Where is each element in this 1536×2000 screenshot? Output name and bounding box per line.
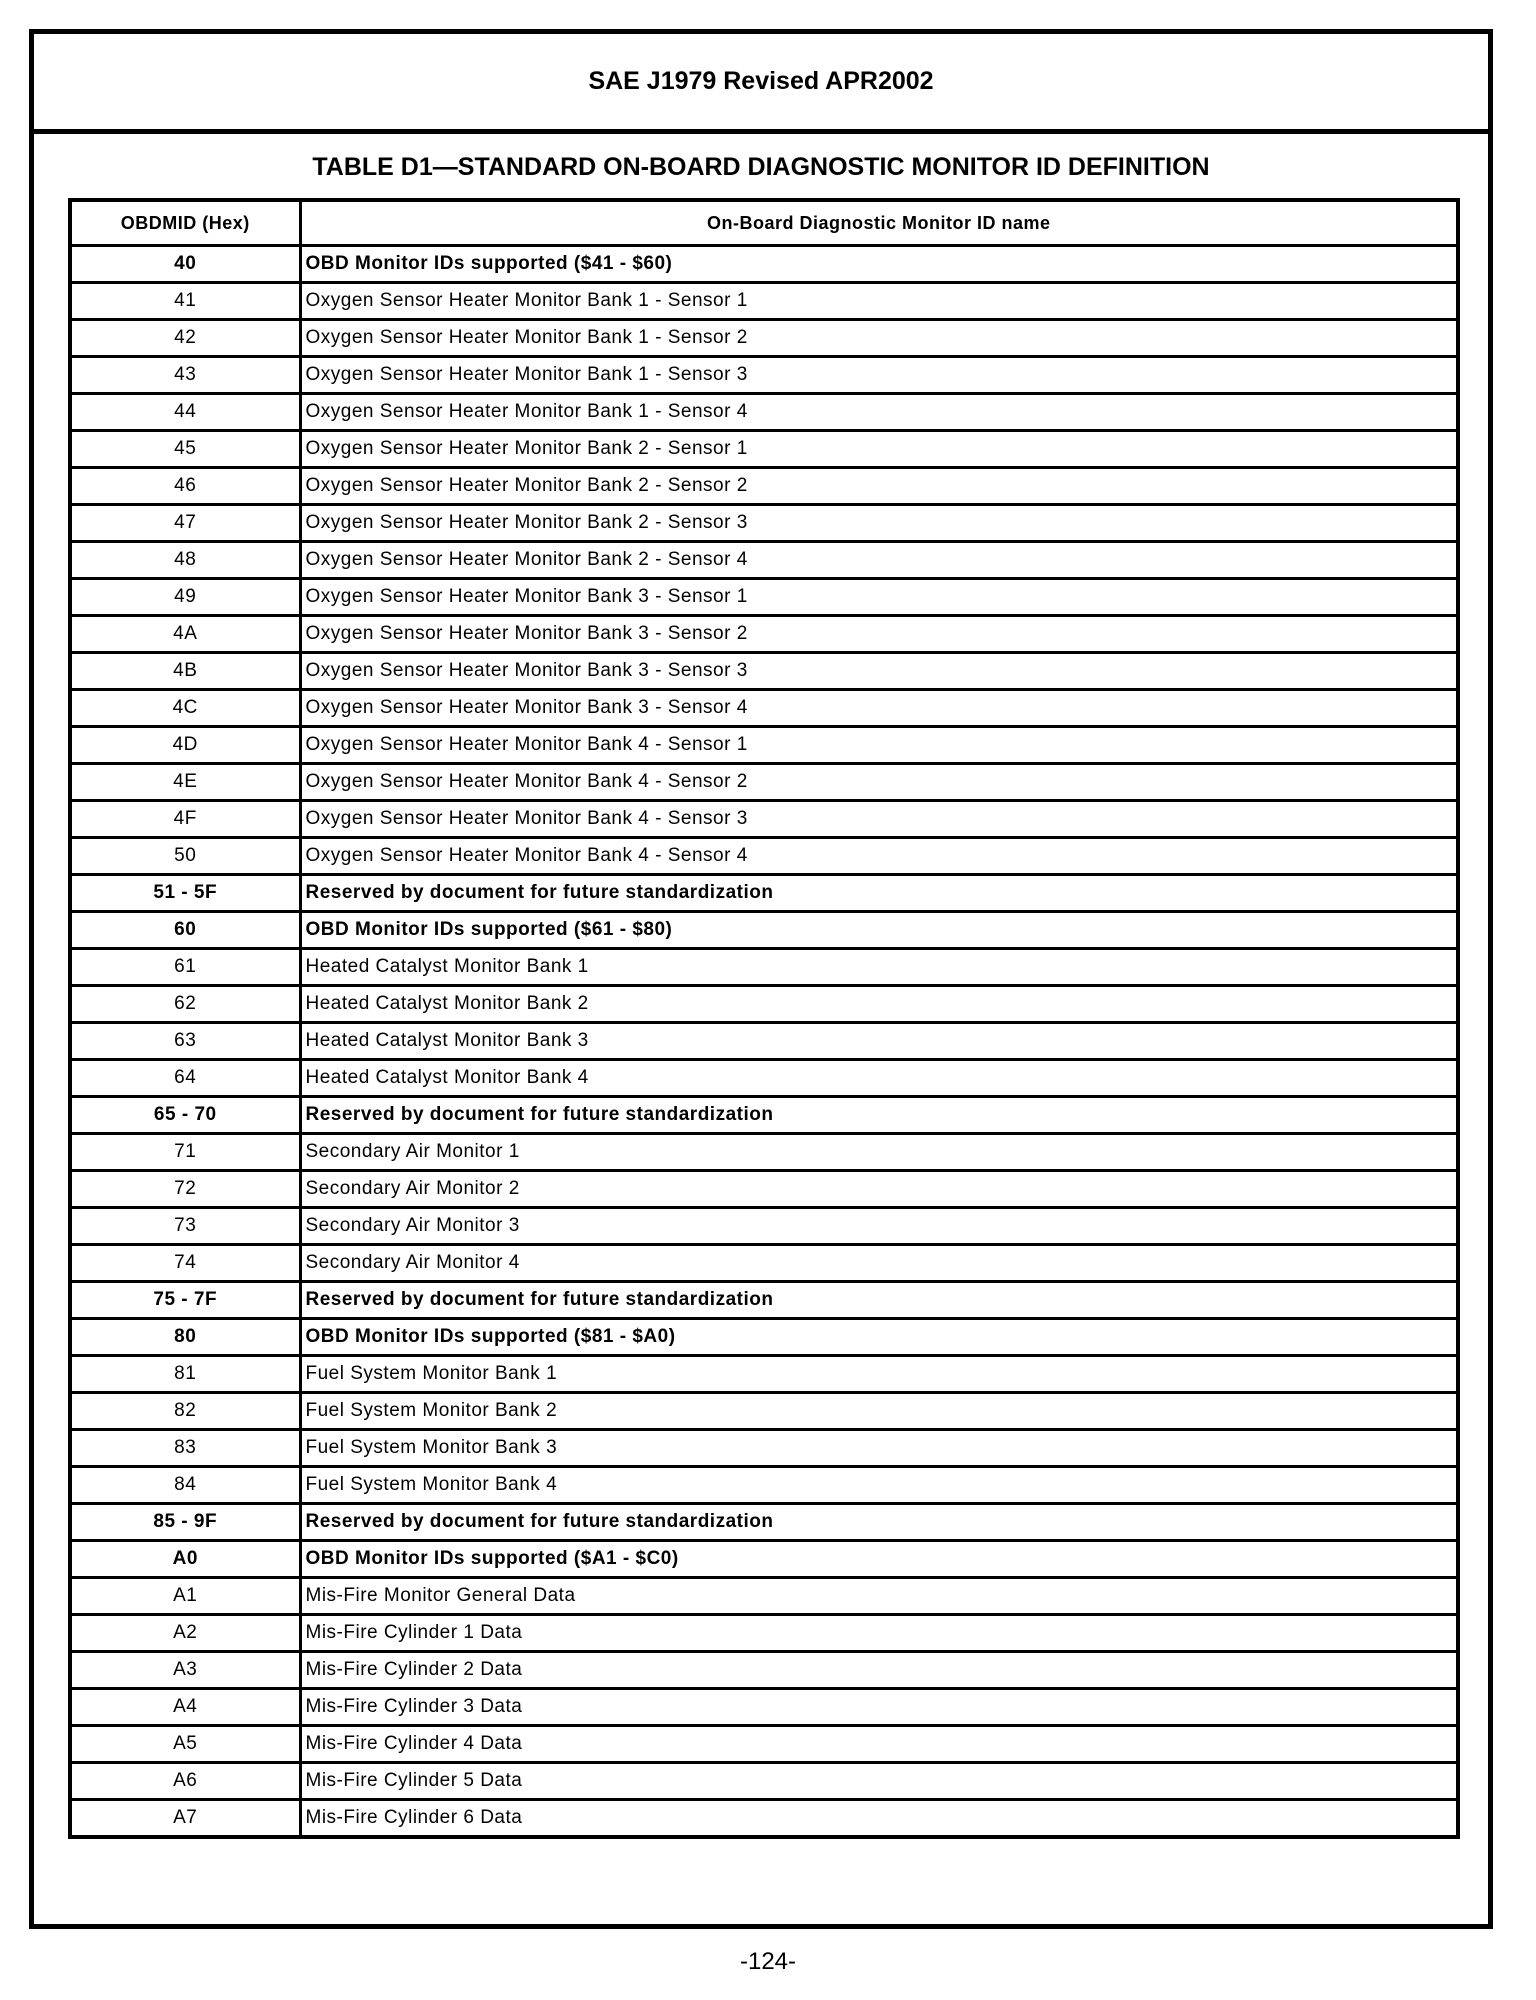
monitor-name-cell: Oxygen Sensor Heater Monitor Bank 4 - Sensor 1 (300, 727, 1458, 764)
monitor-name-cell: Reserved by document for future standardization (300, 1097, 1458, 1134)
obdmid-cell: A6 (70, 1763, 300, 1800)
obdmid-cell: 4F (70, 801, 300, 838)
monitor-name-cell: Heated Catalyst Monitor Bank 3 (300, 1023, 1458, 1060)
table-row (70, 505, 1458, 542)
obdmid-cell: 4E (70, 764, 300, 801)
monitor-name-cell: Secondary Air Monitor 4 (300, 1245, 1458, 1282)
table-row (70, 1023, 1458, 1060)
monitor-name-cell: Fuel System Monitor Bank 4 (300, 1467, 1458, 1504)
obdmid-cell: A1 (70, 1578, 300, 1615)
table-row (70, 986, 1458, 1023)
table-row (70, 283, 1458, 320)
table-row (70, 616, 1458, 653)
table-row (70, 1615, 1458, 1652)
obdmid-cell: 40 (70, 246, 300, 283)
monitor-name-cell: Secondary Air Monitor 2 (300, 1171, 1458, 1208)
monitor-name-cell: Secondary Air Monitor 3 (300, 1208, 1458, 1245)
obdmid-cell: 64 (70, 1060, 300, 1097)
table-row (70, 1763, 1458, 1800)
obdmid-cell: A7 (70, 1800, 300, 1838)
monitor-name-cell: Oxygen Sensor Heater Monitor Bank 3 - Sensor 1 (300, 579, 1458, 616)
monitor-name-cell: Oxygen Sensor Heater Monitor Bank 3 - Sensor 4 (300, 690, 1458, 727)
obdmid-cell: 83 (70, 1430, 300, 1467)
monitor-name-cell: Oxygen Sensor Heater Monitor Bank 1 - Sensor 4 (300, 394, 1458, 431)
obdmid-cell: 49 (70, 579, 300, 616)
table-row (70, 727, 1458, 764)
table-row (70, 1504, 1458, 1541)
monitor-name-cell: Heated Catalyst Monitor Bank 2 (300, 986, 1458, 1023)
obdmid-cell: 72 (70, 1171, 300, 1208)
obdmid-cell: 63 (70, 1023, 300, 1060)
table-row (70, 801, 1458, 838)
column-header-obdmid: OBDMID (Hex) (70, 200, 300, 246)
obdmid-cell: 42 (70, 320, 300, 357)
monitor-name-cell: Fuel System Monitor Bank 3 (300, 1430, 1458, 1467)
monitor-name-cell: Oxygen Sensor Heater Monitor Bank 2 - Sensor 2 (300, 468, 1458, 505)
obdmid-cell: 60 (70, 912, 300, 949)
table-row (70, 1319, 1458, 1356)
table-row (70, 1208, 1458, 1245)
table-row (70, 468, 1458, 505)
obdmid-cell: 62 (70, 986, 300, 1023)
page-frame (29, 29, 1493, 1929)
table-row (70, 949, 1458, 986)
obdmid-cell: 44 (70, 394, 300, 431)
monitor-name-cell: Oxygen Sensor Heater Monitor Bank 1 - Sensor 2 (300, 320, 1458, 357)
obdmid-cell: 74 (70, 1245, 300, 1282)
document-header: SAE J1979 Revised APR2002 (34, 34, 1488, 134)
monitor-name-cell: Oxygen Sensor Heater Monitor Bank 3 - Sensor 2 (300, 616, 1458, 653)
obdmid-cell: 45 (70, 431, 300, 468)
obdmid-cell: A4 (70, 1689, 300, 1726)
table-row (70, 579, 1458, 616)
table-row (70, 1097, 1458, 1134)
table-row (70, 357, 1458, 394)
obdmid-table (68, 198, 1460, 1839)
obdmid-cell: 65 - 70 (70, 1097, 300, 1134)
table-row (70, 1282, 1458, 1319)
obdmid-cell: A3 (70, 1652, 300, 1689)
obdmid-cell: 85 - 9F (70, 1504, 300, 1541)
obdmid-cell: 84 (70, 1467, 300, 1504)
table-row (70, 1578, 1458, 1615)
monitor-name-cell: Secondary Air Monitor 1 (300, 1134, 1458, 1171)
table-row (70, 690, 1458, 727)
table-row (70, 246, 1458, 283)
monitor-name-cell: Reserved by document for future standardization (300, 875, 1458, 912)
monitor-name-cell: OBD Monitor IDs supported ($81 - $A0) (300, 1319, 1458, 1356)
monitor-name-cell: Oxygen Sensor Heater Monitor Bank 4 - Sensor 3 (300, 801, 1458, 838)
obdmid-cell: 46 (70, 468, 300, 505)
monitor-name-cell: Mis-Fire Cylinder 4 Data (300, 1726, 1458, 1763)
obdmid-cell: 81 (70, 1356, 300, 1393)
monitor-name-cell: Reserved by document for future standardization (300, 1504, 1458, 1541)
table-row (70, 542, 1458, 579)
table-row (70, 394, 1458, 431)
obdmid-cell: 43 (70, 357, 300, 394)
table-row (70, 875, 1458, 912)
monitor-name-cell: Mis-Fire Monitor General Data (300, 1578, 1458, 1615)
table-row (70, 1541, 1458, 1578)
monitor-name-cell: Fuel System Monitor Bank 1 (300, 1356, 1458, 1393)
table-row (70, 320, 1458, 357)
table-row (70, 1393, 1458, 1430)
obdmid-cell: 4A (70, 616, 300, 653)
monitor-name-cell: Oxygen Sensor Heater Monitor Bank 1 - Sensor 3 (300, 357, 1458, 394)
obdmid-cell: 4D (70, 727, 300, 764)
monitor-name-cell: OBD Monitor IDs supported ($41 - $60) (300, 246, 1458, 283)
monitor-name-cell: Heated Catalyst Monitor Bank 4 (300, 1060, 1458, 1097)
monitor-name-cell: Oxygen Sensor Heater Monitor Bank 1 - Sensor 1 (300, 283, 1458, 320)
table-title: TABLE D1—STANDARD ON-BOARD DIAGNOSTIC MONITOR ID DEFINITION (312, 152, 1210, 181)
table-row (70, 912, 1458, 949)
table-row (70, 1060, 1458, 1097)
obdmid-cell: 75 - 7F (70, 1282, 300, 1319)
monitor-name-cell: Mis-Fire Cylinder 3 Data (300, 1689, 1458, 1726)
table-row (70, 653, 1458, 690)
monitor-name-cell: Mis-Fire Cylinder 1 Data (300, 1615, 1458, 1652)
obdmid-cell: 73 (70, 1208, 300, 1245)
table-row (70, 1356, 1458, 1393)
monitor-name-cell: Mis-Fire Cylinder 5 Data (300, 1763, 1458, 1800)
obdmid-cell: 47 (70, 505, 300, 542)
monitor-name-cell: Fuel System Monitor Bank 2 (300, 1393, 1458, 1430)
obdmid-cell: 41 (70, 283, 300, 320)
obdmid-cell: 4C (70, 690, 300, 727)
table-row (70, 1430, 1458, 1467)
table-row (70, 764, 1458, 801)
table-row (70, 1800, 1458, 1838)
obdmid-cell: 61 (70, 949, 300, 986)
monitor-name-cell: Mis-Fire Cylinder 6 Data (300, 1800, 1458, 1838)
obdmid-cell: 51 - 5F (70, 875, 300, 912)
monitor-name-cell: Heated Catalyst Monitor Bank 1 (300, 949, 1458, 986)
monitor-name-cell: OBD Monitor IDs supported ($A1 - $C0) (300, 1541, 1458, 1578)
monitor-name-cell: Reserved by document for future standardization (300, 1282, 1458, 1319)
table-row (70, 431, 1458, 468)
obdmid-cell: 48 (70, 542, 300, 579)
monitor-name-cell: OBD Monitor IDs supported ($61 - $80) (300, 912, 1458, 949)
table-header-row (70, 200, 1458, 246)
monitor-name-cell: Oxygen Sensor Heater Monitor Bank 2 - Sensor 3 (300, 505, 1458, 542)
monitor-name-cell: Oxygen Sensor Heater Monitor Bank 4 - Sensor 4 (300, 838, 1458, 875)
monitor-name-cell: Oxygen Sensor Heater Monitor Bank 4 - Sensor 2 (300, 764, 1458, 801)
table-row (70, 1134, 1458, 1171)
monitor-name-cell: Oxygen Sensor Heater Monitor Bank 2 - Sensor 4 (300, 542, 1458, 579)
table-row (70, 1245, 1458, 1282)
obdmid-cell: A0 (70, 1541, 300, 1578)
table-row (70, 1689, 1458, 1726)
monitor-name-cell: Mis-Fire Cylinder 2 Data (300, 1652, 1458, 1689)
obdmid-cell: 80 (70, 1319, 300, 1356)
table-row (70, 1726, 1458, 1763)
monitor-name-cell: Oxygen Sensor Heater Monitor Bank 3 - Sensor 3 (300, 653, 1458, 690)
table-row (70, 1652, 1458, 1689)
table-row (70, 838, 1458, 875)
obdmid-cell: A5 (70, 1726, 300, 1763)
page-number: -124- (739, 1948, 797, 1975)
table-row (70, 1467, 1458, 1504)
obdmid-cell: 50 (70, 838, 300, 875)
table-body (70, 246, 1458, 1838)
obdmid-cell: 71 (70, 1134, 300, 1171)
monitor-name-cell: Oxygen Sensor Heater Monitor Bank 2 - Sensor 1 (300, 431, 1458, 468)
table-row (70, 1171, 1458, 1208)
obdmid-cell: 82 (70, 1393, 300, 1430)
obdmid-cell: 4B (70, 653, 300, 690)
obdmid-cell: A2 (70, 1615, 300, 1652)
column-header-monitor-name: On-Board Diagnostic Monitor ID name (300, 200, 1458, 246)
